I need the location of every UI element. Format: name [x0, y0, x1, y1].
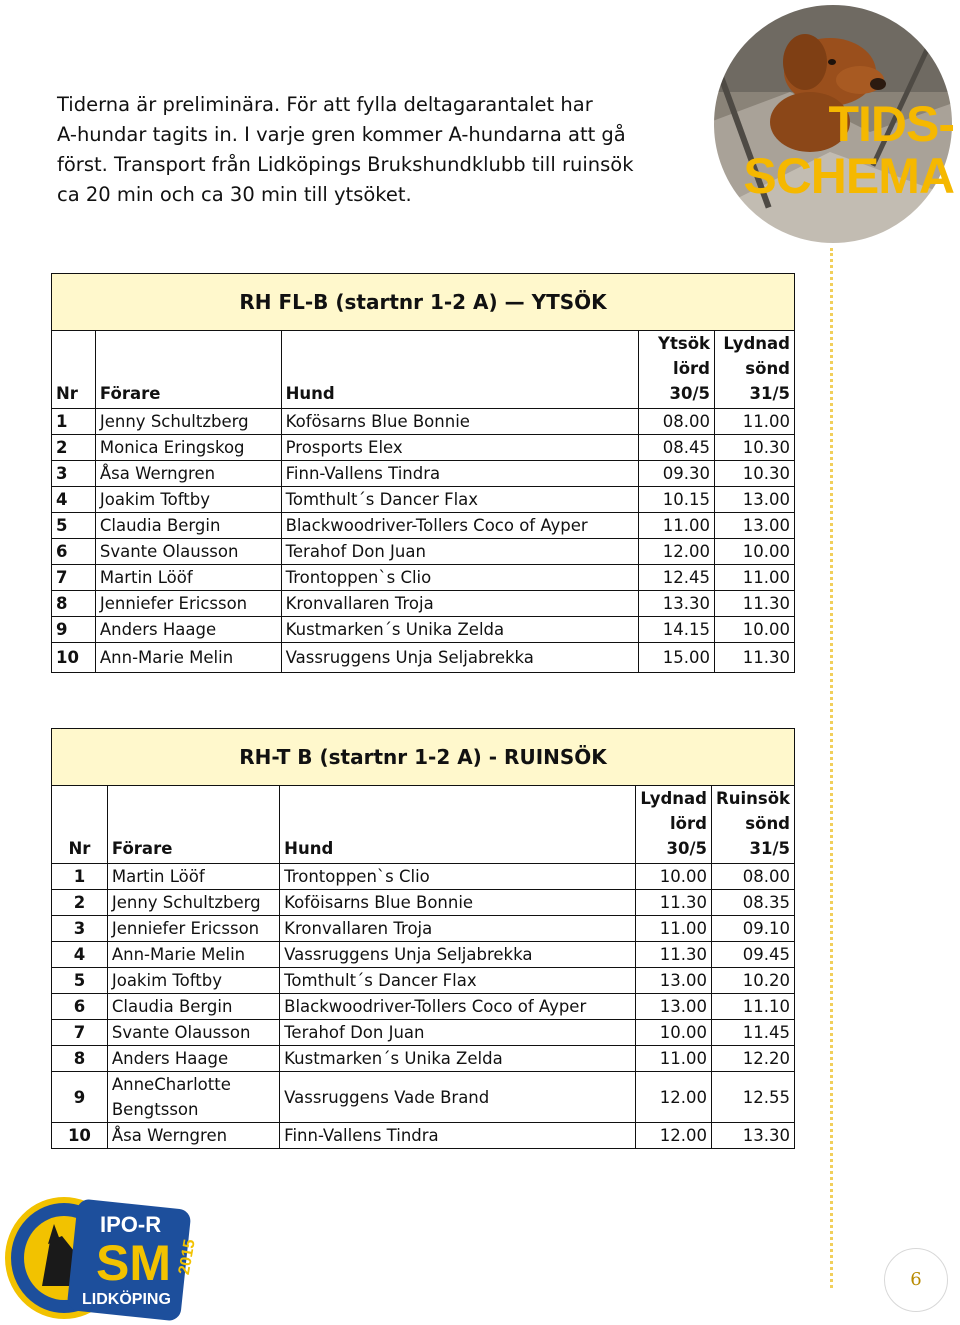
table-row: [52, 890, 795, 916]
cell-time-1: 11.00: [639, 513, 715, 539]
cell-time-1: 12.00: [636, 1123, 712, 1149]
cell-forare: Jenny Schultzberg: [95, 409, 281, 435]
cell-nr: 5: [52, 968, 108, 994]
table-row: [52, 617, 795, 643]
header-line: Ruinsök: [716, 789, 790, 808]
cell-time-1: 08.00: [639, 409, 715, 435]
cell-hund: Blackwoodriver-Tollers Coco of Ayper: [281, 513, 639, 539]
badge-line2: SCHEMA: [743, 148, 954, 204]
ruinsok-schedule-table: [51, 728, 795, 1149]
cell-forare: Åsa Werngren: [107, 1123, 279, 1149]
cell-hund: Finn-Vallens Tindra: [280, 1123, 636, 1149]
table-row: [52, 1123, 795, 1149]
cell-hund: Kronvallaren Troja: [281, 591, 639, 617]
cell-time-2: 11.10: [711, 994, 794, 1020]
cell-time-2: 08.35: [711, 890, 794, 916]
table-row: [52, 916, 795, 942]
table-row: [52, 643, 795, 673]
cell-hund: Kronvallaren Troja: [280, 916, 636, 942]
cell-hund: Prosports Elex: [281, 435, 639, 461]
table-row: [52, 435, 795, 461]
header-forare: Förare: [107, 786, 279, 864]
header-line: Lydnad: [640, 789, 707, 808]
cell-hund: Tomthult´s Dancer Flax: [281, 487, 639, 513]
cell-nr: 10: [52, 1123, 108, 1149]
cell-forare: Anders Haage: [107, 1046, 279, 1072]
logo-top-text: IPO-R: [100, 1212, 162, 1237]
table-row: [52, 1046, 795, 1072]
cell-time-1: 12.00: [636, 1072, 712, 1123]
cell-time-1: 11.30: [636, 942, 712, 968]
ipo-r-sm-logo: [4, 1196, 199, 1320]
header-line: 30/5: [666, 839, 707, 858]
cell-hund: Kustmarken´s Unika Zelda: [280, 1046, 636, 1072]
cell-forare: Jenniefer Ericsson: [107, 916, 279, 942]
cell-forare: Joakim Toftby: [107, 968, 279, 994]
cell-time-2: 10.30: [715, 435, 795, 461]
cell-time-2: 12.20: [711, 1046, 794, 1072]
cell-nr: 9: [52, 617, 96, 643]
intro-line: först. Transport från Lidköpings Brukshundklubb till ruinsök: [57, 153, 634, 176]
cell-hund: Vassruggens Unja Seljabrekka: [281, 643, 639, 673]
intro-line: ca 20 min och ca 30 min till ytsöket.: [57, 183, 412, 206]
header-nr: Nr: [52, 786, 108, 864]
header-lydnad: [715, 331, 795, 409]
cell-hund: Vassruggens Unja Seljabrekka: [280, 942, 636, 968]
cell-nr: 3: [52, 916, 108, 942]
cell-time-1: 13.30: [639, 591, 715, 617]
cell-time-2: 11.30: [715, 643, 795, 673]
cell-forare: Martin Lööf: [107, 864, 279, 890]
logo-year-text: 2015: [175, 1238, 199, 1277]
cell-nr: 1: [52, 864, 108, 890]
cell-time-1: 11.30: [636, 890, 712, 916]
cell-forare: Ann-Marie Melin: [107, 942, 279, 968]
cell-nr: 2: [52, 890, 108, 916]
cell-time-1: 09.30: [639, 461, 715, 487]
table-header-row: [52, 786, 795, 864]
cell-time-1: 12.00: [639, 539, 715, 565]
header-hund: Hund: [280, 786, 636, 864]
cell-time-2: 11.00: [715, 409, 795, 435]
table-row: [52, 539, 795, 565]
cell-hund: Terahof Don Juan: [280, 1020, 636, 1046]
cell-forare: Svante Olausson: [95, 539, 281, 565]
table-row: [52, 487, 795, 513]
header-line: sönd: [745, 359, 790, 378]
cell-hund: Kofösarns Blue Bonnie: [281, 409, 639, 435]
cell-nr: 2: [52, 435, 96, 461]
logo-city-text: LIDKÖPING: [82, 1291, 171, 1308]
header-line: Lydnad: [723, 334, 790, 353]
cell-hund: Trontoppen`s Clio: [281, 565, 639, 591]
cell-time-1: 11.00: [636, 916, 712, 942]
cell-forare: Ann-Marie Melin: [95, 643, 281, 673]
cell-forare: Svante Olausson: [107, 1020, 279, 1046]
cell-forare: Claudia Bergin: [95, 513, 281, 539]
cell-time-1: 14.15: [639, 617, 715, 643]
cell-time-2: 10.20: [711, 968, 794, 994]
cell-time-2: 11.45: [711, 1020, 794, 1046]
cell-forare: Anders Haage: [95, 617, 281, 643]
table-row: [52, 591, 795, 617]
table-row: [52, 968, 795, 994]
header-hund: Hund: [281, 331, 639, 409]
intro-line: A-hundar tagits in. I varje gren kommer A-hundarna att gå: [57, 123, 626, 146]
header-line: 31/5: [749, 839, 790, 858]
table-header-row: [52, 331, 795, 409]
table-row: [52, 461, 795, 487]
cell-time-2: 10.30: [715, 461, 795, 487]
cell-forare: AnneCharlotte Bengtsson: [107, 1072, 279, 1123]
cell-nr: 1: [52, 409, 96, 435]
cell-hund: Trontoppen`s Clio: [280, 864, 636, 890]
cell-nr: 4: [52, 942, 108, 968]
cell-forare: Jenny Schultzberg: [107, 890, 279, 916]
ytsok-schedule-table: [51, 273, 795, 673]
header-line: sönd: [745, 814, 790, 833]
cell-nr: 5: [52, 513, 96, 539]
table-row: [52, 942, 795, 968]
cell-hund: Blackwoodriver-Tollers Coco of Ayper: [280, 994, 636, 1020]
cell-time-2: 11.30: [715, 591, 795, 617]
cell-hund: Kustmarken´s Unika Zelda: [281, 617, 639, 643]
cell-time-1: 10.00: [636, 1020, 712, 1046]
cell-nr: 9: [52, 1072, 108, 1123]
cell-forare: Jenniefer Ericsson: [95, 591, 281, 617]
cell-time-2: 13.00: [715, 513, 795, 539]
cell-time-2: 10.00: [715, 617, 795, 643]
cell-nr: 3: [52, 461, 96, 487]
cell-hund: Tomthult´s Dancer Flax: [280, 968, 636, 994]
cell-nr: 10: [52, 643, 96, 673]
logo-main-text: SM: [96, 1235, 171, 1291]
cell-time-2: 13.30: [711, 1123, 794, 1149]
cell-time-2: 11.00: [715, 565, 795, 591]
header-nr: Nr: [52, 331, 96, 409]
table-row: [52, 994, 795, 1020]
header-lydnad: [636, 786, 712, 864]
schedule-badge: [710, 2, 956, 246]
cell-time-1: 08.45: [639, 435, 715, 461]
cell-time-1: 11.00: [636, 1046, 712, 1072]
cell-time-2: 08.00: [711, 864, 794, 890]
table-row: [52, 409, 795, 435]
cell-forare: Åsa Werngren: [95, 461, 281, 487]
cell-nr: 6: [52, 994, 108, 1020]
cell-time-2: 09.45: [711, 942, 794, 968]
cell-nr: 8: [52, 1046, 108, 1072]
header-line: lörd: [670, 814, 707, 833]
cell-time-1: 10.00: [636, 864, 712, 890]
table-row: [52, 1020, 795, 1046]
cell-forare: Monica Eringskog: [95, 435, 281, 461]
cell-nr: 8: [52, 591, 96, 617]
cell-nr: 6: [52, 539, 96, 565]
logo-emblem-icon: [4, 1196, 199, 1320]
cell-nr: 7: [52, 1020, 108, 1046]
badge-title: [743, 98, 954, 202]
table-title: RH-T B (startnr 1-2 A) - RUINSÖK: [52, 729, 795, 786]
cell-hund: Finn-Vallens Tindra: [281, 461, 639, 487]
cell-time-1: 13.00: [636, 994, 712, 1020]
cell-time-2: 09.10: [711, 916, 794, 942]
cell-forare: Martin Lööf: [95, 565, 281, 591]
intro-line: Tiderna är preliminära. För att fylla deltagarantalet har: [57, 93, 593, 116]
decorative-dotted-divider: [830, 248, 833, 1288]
cell-forare: Claudia Bergin: [107, 994, 279, 1020]
header-line: lörd: [673, 359, 710, 378]
badge-line1: TIDS-: [828, 96, 954, 152]
cell-hund: Koföisarns Blue Bonnie: [280, 890, 636, 916]
table-title: RH FL-B (startnr 1-2 A) — YTSÖK: [52, 274, 795, 331]
table-row: [52, 864, 795, 890]
header-line: Ytsök: [658, 334, 710, 353]
cell-hund: Terahof Don Juan: [281, 539, 639, 565]
table-row: [52, 565, 795, 591]
header-forare: Förare: [95, 331, 281, 409]
cell-hund: Vassruggens Vade Brand: [280, 1072, 636, 1123]
cell-time-2: 10.00: [715, 539, 795, 565]
cell-nr: 4: [52, 487, 96, 513]
intro-text: [57, 90, 697, 210]
cell-time-1: 12.45: [639, 565, 715, 591]
cell-time-1: 13.00: [636, 968, 712, 994]
cell-nr: 7: [52, 565, 96, 591]
table-row: [52, 1072, 795, 1123]
header-ruinsok: [711, 786, 794, 864]
table-row: [52, 513, 795, 539]
page-number: 6: [884, 1248, 948, 1312]
header-line: 30/5: [669, 384, 710, 403]
cell-time-2: 12.55: [711, 1072, 794, 1123]
cell-time-2: 13.00: [715, 487, 795, 513]
cell-time-1: 15.00: [639, 643, 715, 673]
cell-forare: Joakim Toftby: [95, 487, 281, 513]
header-line: 31/5: [749, 384, 790, 403]
cell-time-1: 10.15: [639, 487, 715, 513]
header-ytsok: [639, 331, 715, 409]
